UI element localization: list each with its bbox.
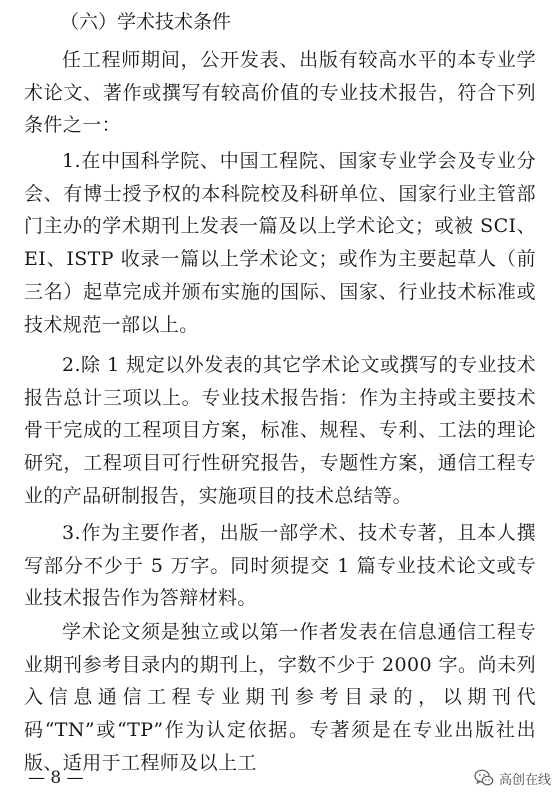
wechat-icon <box>474 768 494 788</box>
section-heading: （六）学术技术条件 <box>60 11 232 33</box>
paragraph-condition-3: 3.作为主要作者，出版一部学术、技术专著，且本人撰写部分不少于 5 万字。同时须提交 1 篇专业技术论文或专业技术报告作为答辩材料。 <box>24 522 536 610</box>
page-number: — 8 — <box>28 768 84 788</box>
watermark <box>474 766 551 790</box>
paragraph-condition-1: 1.在中国科学院、中国工程院、国家专业学会及专业分会、有博士授予权的本科院校及科研单位、国家行业主管部门主办的学术期刊上发表一篇及以上学术论文；或被 SCI、EI、ISTP 收录一篇以上学术论文；或作为主要起草人（前三名）起草完成并颁布实施的国际、国家、行业技术标准或技术规范一部以上。 <box>24 150 536 336</box>
paragraph-notes: 学术论文须是独立或以第一作者发表在信息通信工程专业期刊参考目录内的期刊上，字数不少于 2000 字。尚未列入信息通信工程专业期刊参考目录的，以期刊代码“TN”或“TP”作为认定依据。专著须是在专业出版社出版、适用于工程师及以上工 <box>24 621 536 774</box>
paragraph-condition-2: 2.除 1 规定以外发表的其它学术论文或撰写的专业技术报告总计三项以上。专业技术报告指：作为主持或主要技术骨干完成的工程项目方案，标准、规程、专利、工法的理论研究，工程项目可行性研究报告，专题性方案，通信工程专业的产品研制报告，实施项目的技术总结等。 <box>24 354 536 507</box>
paragraph-intro: 任工程师期间，公开发表、出版有较高水平的本专业学术论文、著作或撰写有较高价值的专业技术报告，符合下列条件之一： <box>24 49 536 137</box>
watermark-text: 高创在线 <box>498 772 551 788</box>
